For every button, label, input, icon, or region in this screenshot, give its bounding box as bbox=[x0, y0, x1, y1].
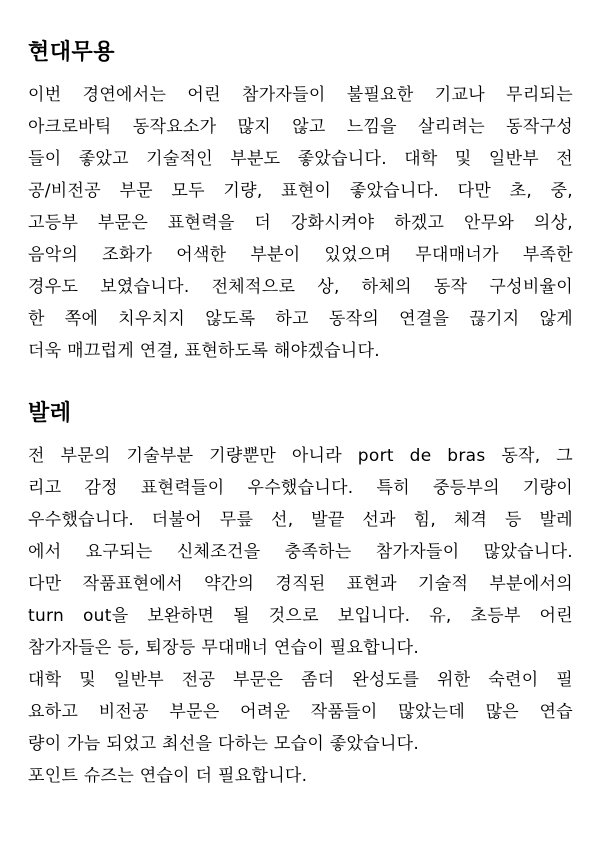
modern-dance-line: 아크로바틱 동작요소가 많지 않고 느낌을 살리려는 동작구성 bbox=[28, 117, 573, 137]
modern-dance-line: 경우도 보였습니다. 전체적으로 상, 하체의 동작 구성비율이 bbox=[28, 277, 573, 297]
ballet-line: 다만 작품표현에서 약간의 경직된 표현과 기술적 부분에서의 bbox=[28, 574, 573, 594]
modern-dance-line: 한 쪽에 치우치지 않도록 하고 동작의 연결을 끊기지 않게 bbox=[28, 309, 573, 329]
ballet-line: 포인트 슈즈는 연습이 더 필요합니다. bbox=[28, 766, 308, 786]
ballet-line: 대학 및 일반부 전공 부문은 좀더 완성도를 위한 숙련이 필 bbox=[28, 670, 573, 690]
modern-dance-line: 공/비전공 부문 모두 기량, 표현이 좋았습니다. 다만 초, 중, bbox=[28, 181, 573, 201]
section-title-modern-dance: 현대무용 bbox=[28, 40, 116, 65]
ballet-line: 우수했습니다. 더불어 무릎 선, 발끝 선과 힘, 체격 등 발레 bbox=[28, 510, 573, 530]
modern-dance-line: 더욱 매끄럽게 연결, 표현하도록 해야겠습니다. bbox=[28, 341, 380, 361]
ballet-line: 요하고 비전공 부문은 어려운 작품들이 많았는데 많은 연습 bbox=[28, 702, 573, 722]
section-title-ballet: 발레 bbox=[28, 401, 72, 426]
ballet-line: 에서 요구되는 신체조건을 충족하는 참가자들이 많았습니다. bbox=[28, 542, 573, 562]
ballet-line: turn out을 보완하면 될 것으로 보입니다. 유, 초등부 어린 bbox=[28, 606, 573, 626]
modern-dance-line: 이번 경연에서는 어린 참가자들이 불필요한 기교나 무리되는 bbox=[28, 85, 573, 105]
modern-dance-line: 들이 좋았고 기술적인 부분도 좋았습니다. 대학 및 일반부 전 bbox=[28, 149, 573, 169]
modern-dance-line: 고등부 부문은 표현력을 더 강화시켜야 하겠고 안무와 의상, bbox=[28, 213, 573, 233]
ballet-line: 전 부문의 기술부분 기량뿐만 아니라 port de bras 동작, 그 bbox=[28, 446, 573, 466]
ballet-line: 참가자들은 등, 퇴장등 무대매너 연습이 필요합니다. bbox=[28, 638, 420, 658]
ballet-line: 리고 감정 표현력들이 우수했습니다. 특히 중등부의 기량이 bbox=[28, 478, 573, 498]
modern-dance-line: 음악의 조화가 어색한 부분이 있었으며 무대매너가 부족한 bbox=[28, 245, 573, 265]
ballet-line: 량이 가늠 되었고 최선을 다하는 모습이 좋았습니다. bbox=[28, 734, 420, 754]
